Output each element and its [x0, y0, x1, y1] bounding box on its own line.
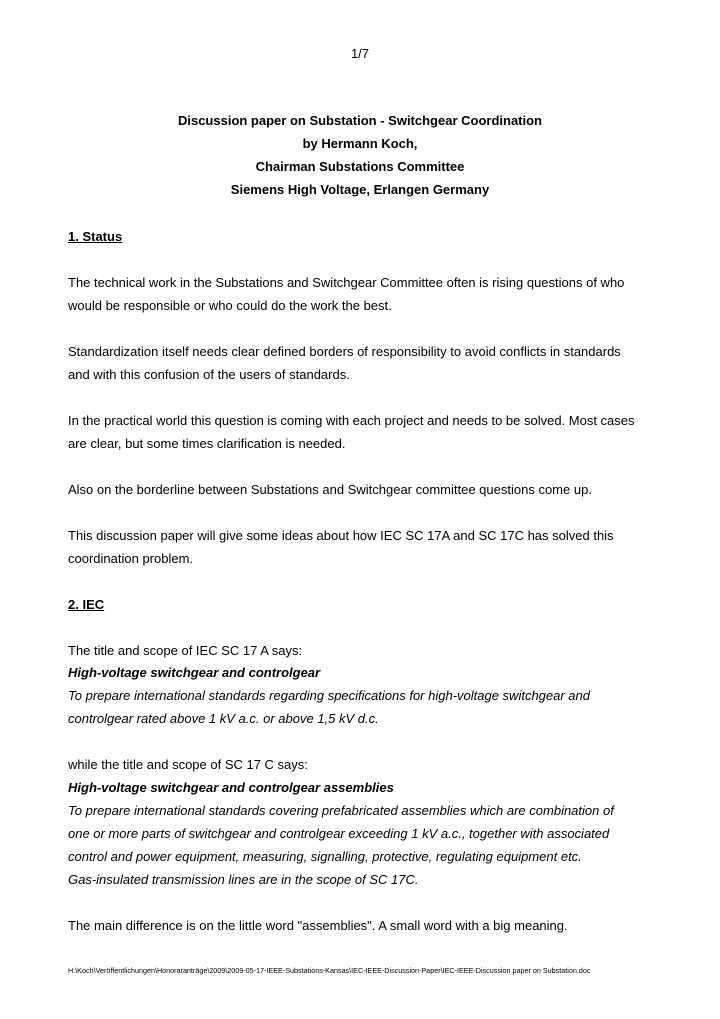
- author-role: Chairman Substations Committee: [255, 159, 465, 174]
- scope-text-line: control and power equipment, measuring, signalling, protective, regulating equipment etc.: [68, 849, 582, 864]
- paragraph-line: The title and scope of IEC SC 17 A says:: [68, 643, 303, 658]
- paragraph-line: coordination problem.: [68, 551, 194, 566]
- paragraph-line: The technical work in the Substations and Switchgear Committee often is rising questions of who: [68, 275, 625, 290]
- scope-text-line: one or more parts of switchgear and controlgear exceeding 1 kV a.c., together with associated: [68, 826, 610, 841]
- paragraph-line: The main difference is on the little word "assemblies". A small word with a big meaning.: [68, 918, 568, 933]
- section-heading-status: 1. Status: [68, 229, 123, 244]
- paragraph-line: Standardization itself needs clear defined borders of responsibility to avoid conflicts in standards: [68, 344, 621, 359]
- section-heading-iec: 2. IEC: [68, 597, 105, 612]
- scope-title: High-voltage switchgear and controlgear assemblies: [68, 780, 394, 795]
- page-number: 1/7: [350, 46, 370, 61]
- paragraph-line: are clear, but some times clarification is needed.: [68, 436, 346, 451]
- paragraph-line: and with this confusion of the users of standards.: [68, 367, 350, 382]
- scope-text-line: To prepare international standards regarding specifications for high-voltage switchgear and: [68, 688, 590, 703]
- paragraph-line: In the practical world this question is coming with each project and needs to be solved. Most cases: [68, 413, 635, 428]
- paragraph-line: This discussion paper will give some ideas about how IEC SC 17A and SC 17C has solved this: [68, 528, 614, 543]
- author-affiliation: Siemens High Voltage, Erlangen Germany: [230, 182, 490, 197]
- document-title: Discussion paper on Substation - Switchgear Coordination: [177, 113, 543, 128]
- footer-file-path: H:\Koch\Veröffentlichungen\Honoraranträge\2009\2009-05-17-IEEE-Substations-Kansas\IEC-IEEE-Discussion-Paper\IEC-IEEE-Discussion paper on Substation.doc: [68, 966, 591, 975]
- scope-title: High-voltage switchgear and controlgear: [68, 665, 321, 680]
- paragraph-line: would be responsible or who could do the work the best.: [68, 298, 392, 313]
- author-line: by Hermann Koch,: [302, 136, 418, 151]
- paragraph-line: while the title and scope of SC 17 C says:: [68, 757, 308, 772]
- scope-text-line: To prepare international standards covering prefabricated assemblies which are combination of: [68, 803, 614, 818]
- scope-text-line: Gas-insulated transmission lines are in the scope of SC 17C.: [68, 872, 419, 887]
- paragraph-line: Also on the borderline between Substations and Switchgear committee questions come up.: [68, 482, 592, 497]
- scope-text-line: controlgear rated above 1 kV a.c. or above 1,5 kV d.c.: [68, 711, 379, 726]
